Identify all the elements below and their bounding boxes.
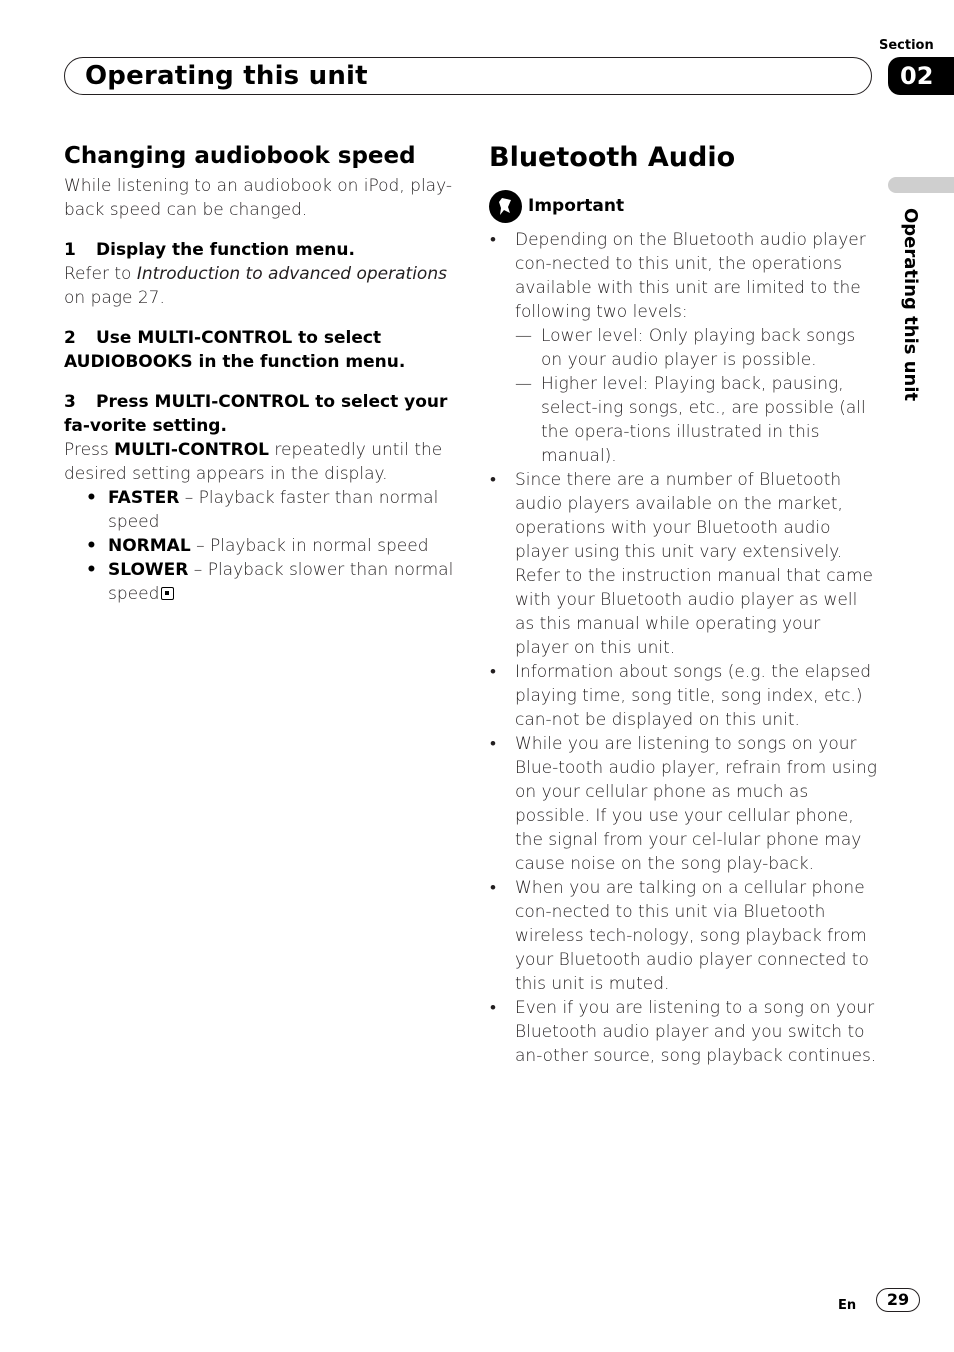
list-item: • While you are listening to songs on your Blue-tooth audio player, refrain from using on your cellular phone as much as possible. If you use your cellular phone, the signal from your cel-lular phone may cause noise on the song play-back.: [515, 732, 879, 876]
step-text: Refer to: [64, 264, 137, 284]
important-label: Important: [528, 196, 625, 216]
important-list: [489, 228, 879, 1068]
speed-options: [64, 486, 456, 606]
section-heading-audiobook: Changing audiobook speed: [64, 143, 416, 169]
step-text: repeatedly until the desired setting appears in the display.: [64, 440, 443, 484]
side-label: Operating this unit: [900, 208, 921, 402]
list-item: [108, 534, 456, 558]
important-notice: [489, 188, 879, 224]
list-item: • Since there are a number of Bluetooth audio players available on the market, operations with your Bluetooth audio player using this unit vary extensively. Refer to the instruction manual that came with your Bluetooth audio player as well as this manual while operating your player on this unit.: [515, 468, 879, 660]
list-item: [108, 558, 456, 606]
step-3: [64, 390, 456, 438]
page-number: 29: [876, 1288, 920, 1312]
cross-reference: Introduction to advanced operations: [136, 264, 447, 284]
step-title: Use MULTI-CONTROL to select AUDIOBOOKS in the function menu.: [64, 328, 406, 372]
intro-text: While listening to an audiobook on iPod, play-back speed can be changed.: [64, 176, 452, 220]
list-item: [515, 228, 879, 468]
side-tab: [888, 177, 954, 193]
list-item: • When you are talking on a cellular phone con-nected to this unit via Bluetooth wireless tech-nology, song playback from your Bluetooth audio player connected to this unit is muted.: [515, 876, 879, 996]
section-number: 02: [888, 57, 954, 95]
right-column: [489, 140, 879, 1068]
list-item: — Higher level: Playing back, pausing, select-ing songs, etc., are possible (all the opera-tions illustrated in this manual).: [541, 372, 879, 468]
section-label: Section: [879, 38, 934, 53]
end-mark-icon: [161, 587, 174, 600]
page-title: Operating this unit: [85, 61, 368, 91]
step-number: 1: [64, 240, 76, 260]
step-1-body: [64, 262, 456, 310]
sub-list: [515, 324, 879, 468]
control-name: MULTI-CONTROL: [114, 440, 269, 460]
list-item: • Information about songs (e.g. the elapsed playing time, song title, song index, etc.) can-not be displayed on this unit.: [515, 660, 879, 732]
option-desc: – Playback faster than normal speed: [108, 488, 439, 532]
step-title: Press MULTI-CONTROL to select your fa-vorite setting.: [64, 392, 448, 436]
important-icon: [489, 190, 522, 223]
language-label: En: [838, 1298, 857, 1313]
list-item: [108, 486, 456, 534]
step-text: Press: [64, 440, 115, 460]
list-item: • Even if you are listening to a song on your Bluetooth audio player and you switch to an-other source, song playback continues.: [515, 996, 879, 1068]
step-number: 3: [64, 392, 76, 412]
option-name: FASTER: [108, 488, 180, 508]
title-bar: [64, 57, 872, 95]
step-1: [64, 238, 456, 262]
step-3-body: [64, 438, 456, 486]
option-name: SLOWER: [108, 560, 189, 580]
step-2: [64, 326, 456, 374]
bullet-text: Depending on the Bluetooth audio player con-nected to this unit, the operations available with this unit are limited to the following two levels:: [515, 230, 866, 322]
step-title: Display the function menu.: [96, 240, 355, 260]
option-name: NORMAL: [108, 536, 191, 556]
list-item: — Lower level: Only playing back songs on your audio player is possible.: [541, 324, 879, 372]
step-number: 2: [64, 328, 76, 348]
left-column: [64, 140, 456, 606]
section-heading-bluetooth: Bluetooth Audio: [489, 142, 736, 173]
option-desc: – Playback slower than normal speed: [108, 560, 454, 604]
step-text: on page 27.: [64, 288, 165, 308]
option-desc: – Playback in normal speed: [190, 536, 429, 556]
